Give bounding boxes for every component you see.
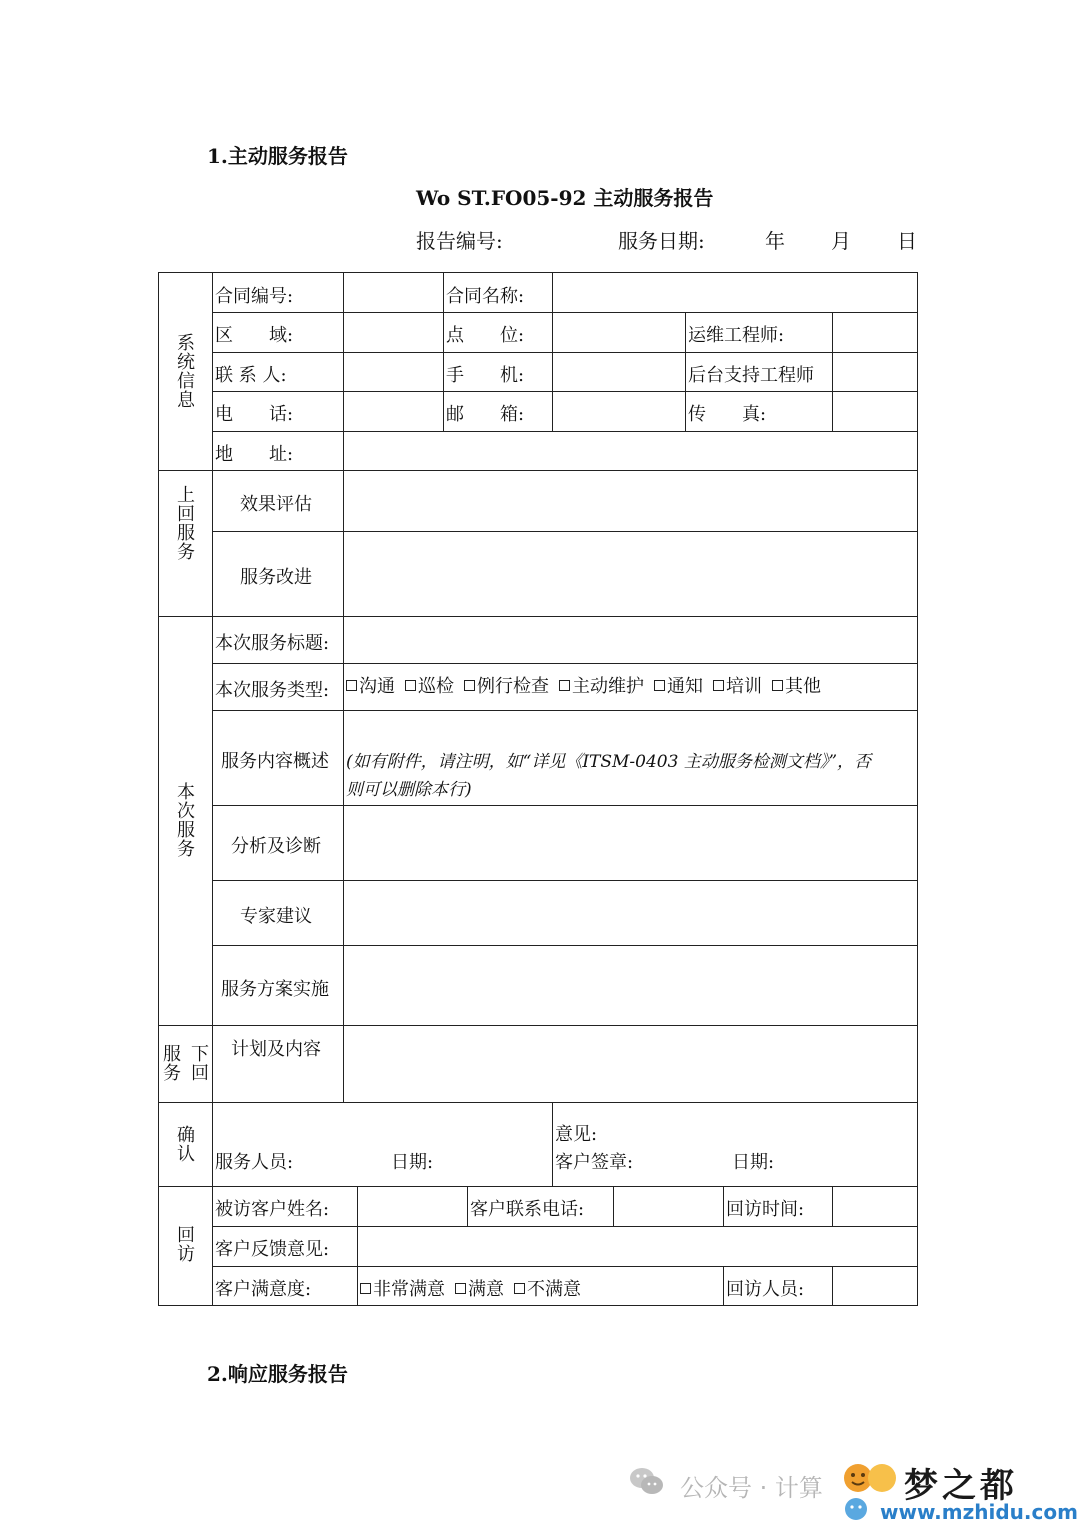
service-type-options [346, 672, 831, 698]
service-type-option[interactable]: 例行检查 [464, 676, 549, 697]
group-revisit: 回访 [177, 1225, 195, 1265]
label-revisit-staff: 回访人员: [726, 1279, 805, 1300]
content-note-line1: (如有附件，请注明，如“详见《ITSM-0403 主动服务检测文档》”，否 [346, 752, 872, 772]
section1-heading: 1.主动服务报告 [207, 144, 348, 168]
label-service-improve: 服务改进 [240, 567, 312, 588]
checkbox-icon[interactable] [360, 1283, 371, 1294]
group-next-service-right: 下回 [191, 1044, 209, 1084]
label-service-staff: 服务人员: [215, 1152, 294, 1173]
wechat-icon [628, 1466, 664, 1496]
date-month: 月 [831, 229, 851, 253]
brand-url[interactable]: www.mzhidu.com [880, 1500, 1078, 1524]
service-type-option[interactable]: 巡检 [405, 676, 454, 697]
label-address: 地 址: [215, 444, 294, 465]
form-title: Wo ST.FO05-92 主动服务报告 [416, 186, 714, 210]
label-service-type: 本次服务类型: [215, 680, 330, 701]
group-this-service: 本次服务 [177, 782, 195, 860]
label-date1: 日期: [391, 1152, 434, 1173]
group-last-service: 上回服务 [177, 485, 195, 563]
label-plan-impl: 服务方案实施 [221, 979, 329, 1000]
label-effect-eval: 效果评估 [240, 494, 312, 515]
label-backend-engineer: 后台支持工程师 [688, 365, 814, 386]
brand-bubble-icon [842, 1496, 870, 1522]
service-type-option[interactable]: 沟通 [346, 676, 395, 697]
brand-mascot-icon [842, 1460, 902, 1496]
label-visited-name: 被访客户姓名: [215, 1199, 330, 1220]
label-email: 邮 箱: [446, 404, 525, 425]
label-phone: 电 话: [215, 404, 294, 425]
content-note-line2: 则可以删除本行) [346, 780, 472, 800]
checkbox-icon[interactable] [654, 680, 665, 691]
label-customer-phone: 客户联系电话: [470, 1199, 585, 1220]
label-expert-advice: 专家建议 [240, 906, 312, 927]
label-analysis: 分析及诊断 [231, 836, 321, 857]
label-date2: 日期: [732, 1152, 775, 1173]
section2-heading: 2.响应服务报告 [207, 1362, 348, 1386]
checkbox-icon[interactable] [346, 680, 357, 691]
label-mobile: 手 机: [446, 365, 525, 386]
group-next-service-left: 服务 [163, 1044, 181, 1084]
label-revisit-time: 回访时间: [726, 1199, 805, 1220]
label-ops-engineer: 运维工程师: [688, 325, 785, 346]
service-type-option[interactable]: 主动维护 [559, 676, 644, 697]
checkbox-icon[interactable] [772, 680, 783, 691]
checkbox-icon[interactable] [405, 680, 416, 691]
label-opinion: 意见: [555, 1124, 598, 1145]
service-type-option[interactable]: 其他 [772, 676, 821, 697]
checkbox-icon[interactable] [455, 1283, 466, 1294]
label-service-title: 本次服务标题: [215, 633, 330, 654]
label-plan-content: 计划及内容 [231, 1039, 321, 1060]
checkbox-icon[interactable] [514, 1283, 525, 1294]
report-no-label: 报告编号: [416, 229, 503, 253]
date-year: 年 [765, 229, 785, 253]
satisfaction-option[interactable]: 不满意 [514, 1279, 581, 1300]
brand-name: 梦之都 [904, 1466, 1018, 1506]
service-type-option[interactable]: 培训 [713, 676, 762, 697]
service-type-option[interactable]: 通知 [654, 676, 703, 697]
date-day: 日 [897, 229, 917, 253]
satisfaction-options [360, 1275, 591, 1301]
label-contact: 联 系 人: [215, 365, 287, 386]
watermark-text: 公众号 · 计算 [680, 1474, 823, 1502]
label-content-summary: 服务内容概述 [221, 751, 329, 772]
checkbox-icon[interactable] [559, 680, 570, 691]
group-system-info: 系统信息 [177, 333, 195, 411]
label-fax: 传 真: [688, 404, 767, 425]
checkbox-icon[interactable] [713, 680, 724, 691]
label-region: 区 域: [215, 325, 294, 346]
checkbox-icon[interactable] [464, 680, 475, 691]
label-contract-name: 合同名称: [446, 286, 525, 307]
label-customer-feedback: 客户反馈意见: [215, 1239, 330, 1260]
group-confirm: 确认 [177, 1125, 195, 1165]
label-site: 点 位: [446, 325, 525, 346]
label-contract-no: 合同编号: [215, 286, 294, 307]
satisfaction-option[interactable]: 满意 [455, 1279, 504, 1300]
service-date-label: 服务日期: [618, 229, 705, 253]
satisfaction-option[interactable]: 非常满意 [360, 1279, 445, 1300]
label-customer-sign: 客户签章: [555, 1152, 634, 1173]
label-satisfaction: 客户满意度: [215, 1279, 312, 1300]
